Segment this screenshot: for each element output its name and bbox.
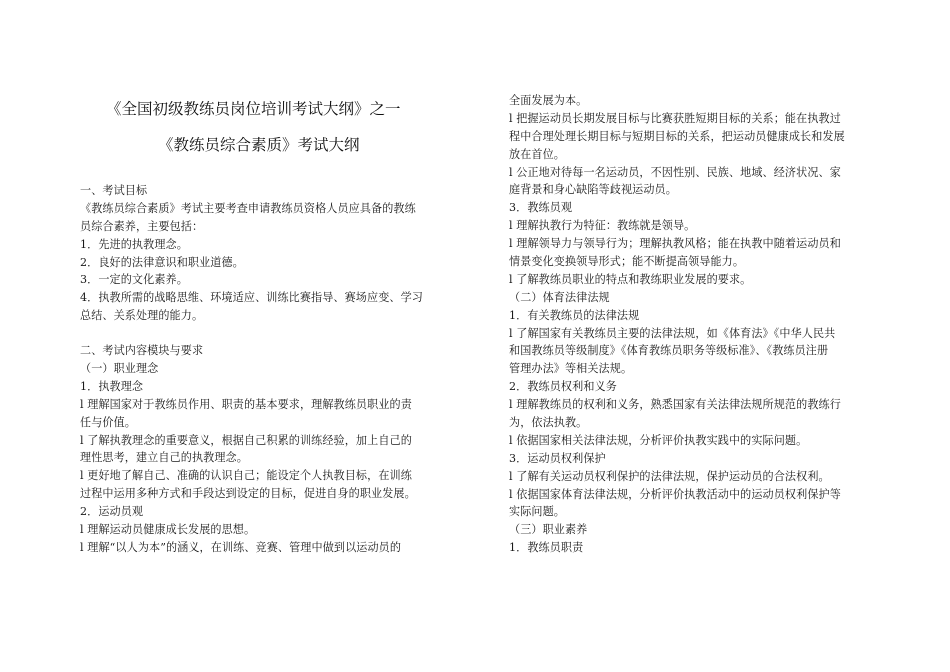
text-line: （一）职业理念	[80, 362, 159, 376]
text-line: l 了解教练员职业的特点和教练职业发展的要求。	[509, 272, 752, 286]
text-line: l 更好地了解自己、准确的认识自己；能设定个人执教目标，在训练	[80, 469, 412, 483]
text-line: l 公正地对待每一名运动员，不因性别、民族、地域、经济状况、家	[509, 165, 841, 179]
text-line: 理性思考，建立自己的执教理念。	[80, 451, 248, 465]
document-title: 《教练员综合素质》考试大纲	[158, 136, 360, 154]
text-line: l 了解执教理念的重要意义，根据自己积累的训练经验，加上自己的	[80, 433, 412, 447]
text-line: 任与价值。	[80, 415, 136, 429]
text-line: 2．良好的法律意识和职业道德。	[80, 255, 244, 269]
text-line: 情景变化变换领导形式；能不断提高领导能力。	[509, 255, 745, 269]
text-line: l 理解国家对于教练员作用、职责的基本要求，理解教练员职业的责	[80, 397, 412, 411]
text-line: 员综合素养，主要包括：	[80, 219, 204, 233]
text-line: 为，依法执教。	[509, 416, 588, 430]
text-line: l 理解教练员的权利和义务，熟悉国家有关法律法规所规范的教练行	[509, 398, 841, 412]
text-line: 1．教练员职责	[509, 541, 584, 555]
text-line: 庭背景和身心缺陷等歧视运动员。	[509, 183, 677, 197]
text-line: 3．教练员观	[509, 201, 573, 215]
text-line: 管理办法》等相关法规。	[509, 362, 633, 376]
text-line: l 依据国家体育法律法规，分析评价执教活动中的运动员权利保护等	[509, 487, 841, 501]
text-line: （三）职业素养	[509, 523, 588, 537]
text-line: l 理解运动员健康成长发展的思想。	[80, 523, 256, 537]
text-line: 和国教练员等级制度》《体育教练员职务等级标准》、《教练员注册	[509, 344, 829, 358]
text-line: 2．运动员观	[80, 505, 144, 519]
text-line: 一、考试目标	[80, 184, 148, 197]
text-line: 3．运动员权利保护	[509, 451, 606, 465]
text-line	[80, 325, 423, 342]
text-line: 4．执教所需的战略思维、环境适应、训练比赛指导、赛场应变、学习	[80, 291, 423, 305]
text-line: l 了解有关运动员权利保护的法律法规，保护运动员的合法权利。	[509, 469, 830, 483]
text-line: l 了解国家有关教练员主要的法律法规，如《体育法》《中华人民共	[509, 326, 836, 340]
text-line: 过程中运用多种方式和手段达到设定的目标，促进自身的职业发展。	[80, 487, 416, 501]
text-line: l 理解领导力与领导行为；理解执教风格；能在执教中随着运动员和	[509, 237, 841, 251]
text-line: 实际问题。	[509, 505, 565, 519]
text-line: 1．执教理念	[80, 379, 144, 393]
text-line: l 理解执教行为特征：教练就是领导。	[509, 219, 696, 233]
text-line: 2．教练员权利和义务	[509, 380, 617, 394]
text-line: 3．一定的文化素养。	[80, 273, 188, 287]
text-line: l 理解“以人为本”的涵义，在训练、竞赛、管理中做到以运动员的	[80, 540, 402, 554]
text-line: 程中合理处理长期目标与短期目标的关系，把运动员健康成长和发展	[509, 129, 845, 143]
text-line: l 依据国家相关法律法规，分析评价执教实践中的实际问题。	[509, 433, 808, 447]
text-line: l 把握运动员长期发展目标与比赛获胜短期目标的关系；能在执教过	[509, 111, 841, 125]
text-line: 《教练员综合素质》考试主要考查申请教练员资格人员应具备的教练	[80, 201, 416, 215]
text-line: 二、考试内容模块与要求	[80, 344, 204, 358]
text-line: 放在首位。	[509, 147, 565, 161]
left-column-text	[80, 182, 423, 557]
right-column-text	[509, 92, 845, 557]
text-line: 1．有关教练员的法律法规	[509, 308, 640, 322]
text-line: 1．先进的执教理念。	[80, 237, 188, 251]
text-line: 总结、关系处理的能力。	[80, 309, 204, 323]
text-line: 全面发展为本。	[509, 94, 588, 107]
document-series-title: 《全国初级教练员岗位培训考试大纲》之一	[106, 100, 401, 118]
text-line: （二）体育法律法规	[509, 290, 610, 304]
